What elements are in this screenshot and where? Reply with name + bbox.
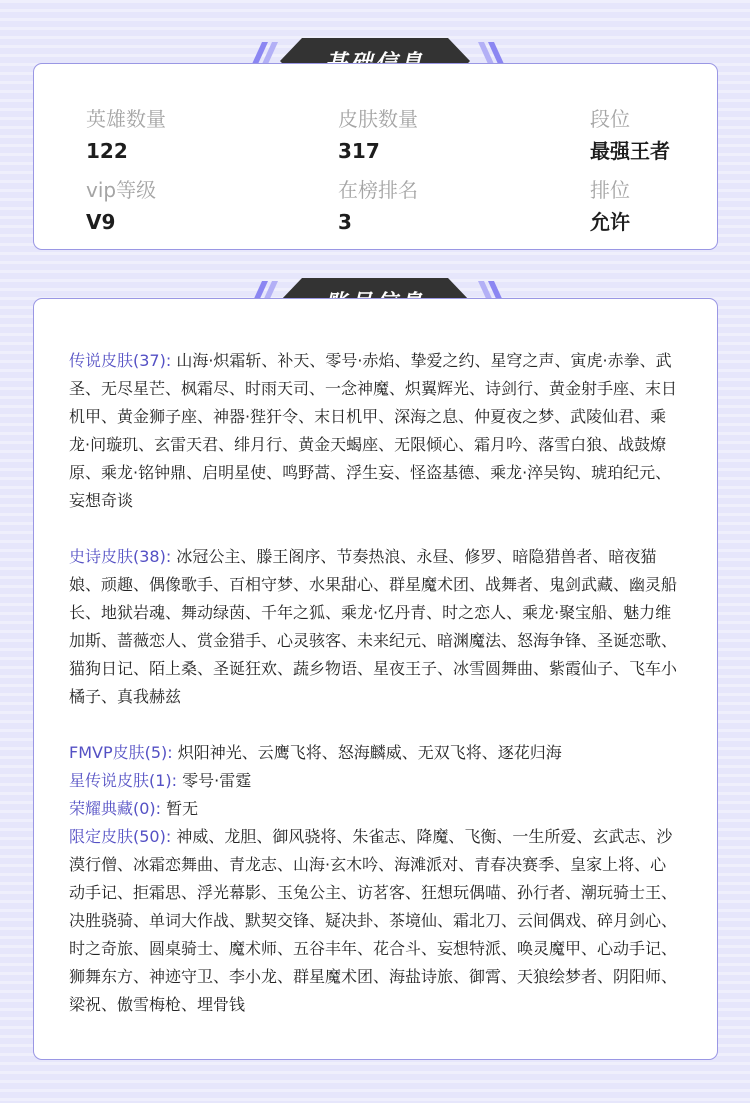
legend-skins-list: 山海·炽霜斩、补天、零号·赤焰、挚爱之约、星穹之声、寅虎·赤拳、武圣、无尽星芒、枫霜尽、时雨天司、一念神魔、炽翼辉光、诗剑行、黄金射手座、末日机甲、黄金狮子座、神器·狴犴令、末日机甲、深海之息、仲夏夜之梦、武陵仙君、乘龙·问璇玑、玄雷天君、绯月行、黄金天蝎座、无限倾心、霜月吟、落雪白狼、战鼓燎原、乘龙·铭钟鼎、启明星使、鸣野蒿、浮生妄、怪盗基德、乘龙·淬吴钩、琥珀纪元、妄想奇谈 — [69, 351, 678, 510]
glory-collection-list: 暂无 — [166, 799, 199, 818]
skin-count-label: 皮肤数量 — [338, 107, 418, 131]
vip-stat — [86, 177, 286, 236]
glory-collection-title: 荣耀典藏(0): — [69, 799, 162, 818]
star-legend-skins-list: 零号·雷霆 — [182, 771, 252, 790]
position-value: 允许 — [590, 210, 630, 234]
hero-count-stat — [86, 106, 286, 165]
limited-skins-title: 限定皮肤(50): — [69, 827, 172, 846]
basic-info-card — [33, 63, 718, 250]
skin-count-value: 317 — [338, 139, 380, 163]
fmvp-skins-list: 炽阳神光、云鹰飞将、怒海麟威、无双飞将、逐花归海 — [177, 743, 562, 762]
position-stat — [590, 177, 750, 236]
leaderboard-stat — [338, 177, 538, 236]
vip-label: vip等级 — [86, 178, 157, 202]
star-legend-skins-group — [69, 767, 679, 795]
star-legend-skins-title: 星传说皮肤(1): — [69, 771, 178, 790]
left-stripes-icon — [250, 42, 280, 64]
epic-skins-group — [69, 543, 679, 711]
skin-count-stat — [338, 106, 538, 165]
vip-value: V9 — [86, 210, 116, 234]
rank-label: 段位 — [590, 107, 630, 131]
epic-skins-title: 史诗皮肤(38): — [69, 547, 172, 566]
fmvp-skins-group — [69, 739, 679, 767]
hero-count-value: 122 — [86, 139, 128, 163]
leaderboard-value: 3 — [338, 210, 352, 234]
account-info-card — [33, 298, 718, 1060]
limited-skins-group — [69, 823, 679, 1019]
right-stripes-icon — [476, 42, 506, 64]
rank-value: 最强王者 — [590, 139, 670, 163]
limited-skins-list: 神威、龙胆、御风骁将、朱雀志、降魔、飞衡、一生所爱、玄武志、沙漠行僧、冰霜恋舞曲、青龙志、山海·玄木吟、海滩派对、青春决赛季、皇家上将、心动手记、拒霜思、浮光幕影、玉兔公主、访茗客、狂想玩偶喵、孙行者、潮玩骑士王、决胜骁骑、单词大作战、默契交锋、疑决卦、茶境仙、霜北刀、云间偶戏、碎月剑心、时之奇旅、圆桌骑士、魔术师、五谷丰年、花合斗、妄想特派、唤灵魔甲、心动手记、狮舞东方、神迹守卫、李小龙、群星魔术团、海盐诗旅、御霄、天狼绘梦者、阴阳师、梁祝、傲雪梅枪、埋骨钱 — [69, 827, 678, 1014]
position-label: 排位 — [590, 178, 630, 202]
skin-groups — [69, 347, 679, 1019]
rank-stat — [590, 106, 750, 165]
hero-count-label: 英雄数量 — [86, 107, 166, 131]
fmvp-skins-title: FMVP皮肤(5): — [69, 743, 173, 762]
legend-skins-group — [69, 347, 679, 515]
epic-skins-list: 冰冠公主、滕王阁序、节奏热浪、永昼、修罗、暗隐猎兽者、暗夜猫娘、顽趣、偶像歌手、百相守梦、水果甜心、群星魔术团、战舞者、鬼剑武藏、幽灵船长、地狱岩魂、舞动绿茵、千年之狐、乘龙·忆丹青、时之恋人、乘龙·聚宝船、魅力维加斯、蔷薇恋人、赏金猎手、心灵骇客、未来纪元、暗渊魔法、怒海争锋、圣诞恋歌、猫狗日记、陌上桑、圣诞狂欢、蔬乡物语、星夜王子、冰雪圆舞曲、紫霞仙子、飞车小橘子、真我赫兹 — [69, 547, 678, 706]
leaderboard-label: 在榜排名 — [338, 178, 418, 202]
legend-skins-title: 传说皮肤(37): — [69, 351, 172, 370]
glory-collection-group — [69, 795, 679, 823]
